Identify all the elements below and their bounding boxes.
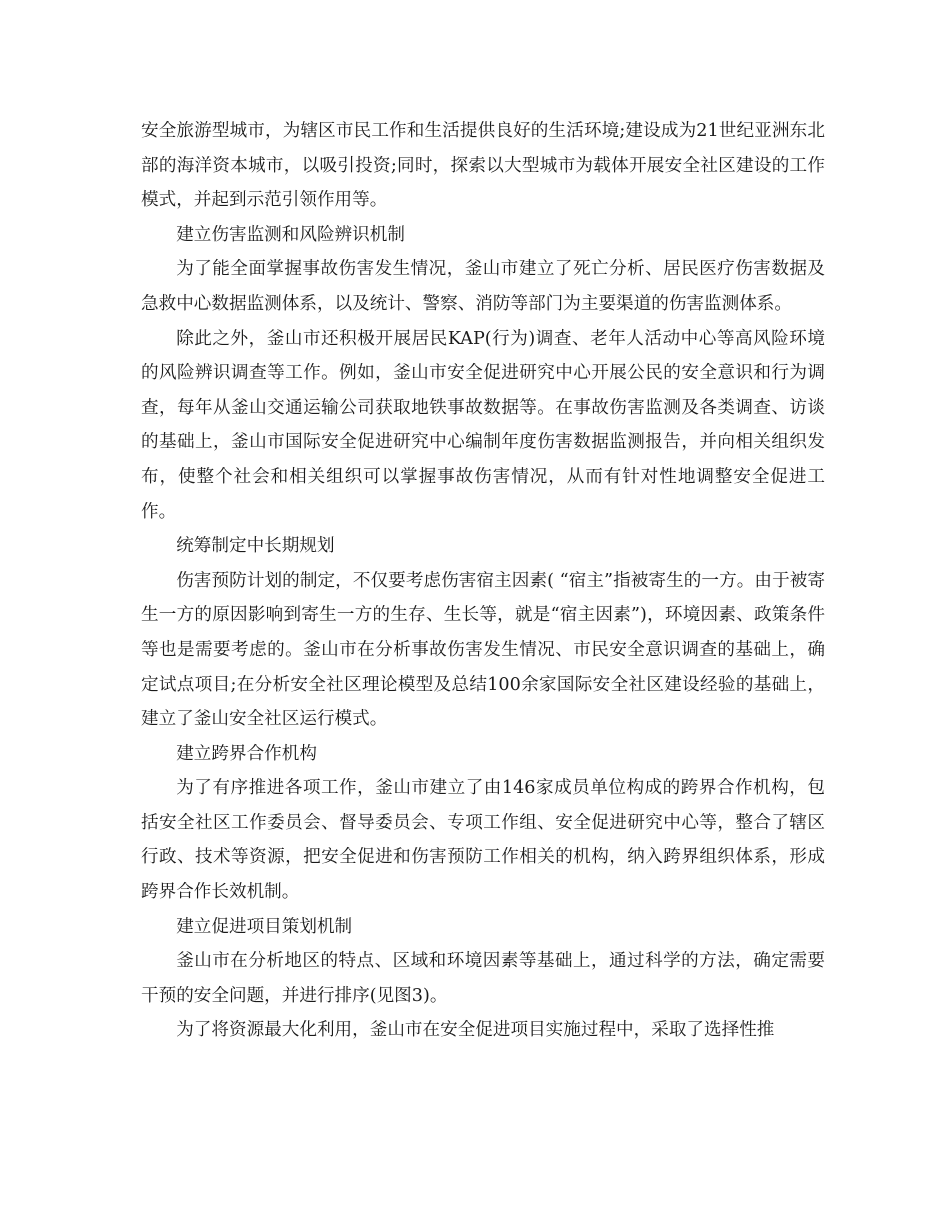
section-heading-long-term-planning: 统筹制定中长期规划 — [176, 536, 335, 557]
paragraph-cross-sector-agency: 为了有序推进各项工作，釜山市建立了由146家成员单位构成的跨界合作机构，包括安全社区工作委员会、督导委员会、专项工作组、安全促进研究中心等，整合了辖区行政、技术等资源，把安全促进和伤害预防工作相关的机构，纳入跨界组织体系，形成跨界合作长效机制。 — [141, 778, 825, 903]
section-heading-project-planning: 建立促进项目策划机制 — [176, 916, 353, 937]
document-body — [141, 114, 825, 1048]
paragraph-injury-monitoring: 为了能全面掌握事故伤害发生情况，釜山市建立了死亡分析、居民医疗伤害数据及急救中心数据监测体系，以及统计、警察、消防等部门为主要渠道的伤害监测体系。 — [141, 259, 825, 314]
paragraph-risk-identification: 除此之外，釜山市还积极开展居民KAP(行为)调查、老年人活动中心等高风险环境的风险辨识调查等工作。例如，釜山市安全促进研究中心开展公民的安全意识和行为调查，每年从釜山交通运输公司获取地铁事故数据等。在事故伤害监测及各类调查、访谈的基础上，釜山市国际安全促进研究中心编制年度伤害数据监测报告，并向相关组织发布，使整个社会和相关组织可以掌握事故伤害情况，从而有针对性地调整安全促进工作。 — [141, 328, 825, 522]
paragraph-long-term-planning: 伤害预防计划的制定，不仅要考虑伤害宿主因素( “宿主”指被寄生的一方。由于被寄生一方的原因影响到寄生一方的生存、生长等，就是“宿主因素”)，环境因素、政策条件等也是需要考虑的。釜山市在分析事故伤害发生情况、市民安全意识调查的基础上，确定试点项目;在分析安全社区理论模型及总结100余家国际安全社区建设经验的基础上，建立了釜山安全社区运行模式。 — [141, 570, 825, 730]
section-heading-cross-sector-agency: 建立跨界合作机构 — [176, 743, 317, 764]
paragraph-intro-continued: 安全旅游型城市，为辖区市民工作和生活提供良好的生活环境;建设成为21世纪亚洲东北部的海洋资本城市，以吸引投资;同时，探索以大型城市为载体开展安全社区建设的工作模式，并起到示范引领作用等。 — [141, 121, 825, 211]
paragraph-project-planning: 釜山市在分析地区的特点、区域和环境因素等基础上，通过科学的方法，确定需要干预的安全问题，并进行排序(见图3)。 — [141, 951, 825, 1006]
paragraph-resource-optimization: 为了将资源最大化利用，釜山市在安全促进项目实施过程中，采取了选择性推 — [176, 1020, 775, 1041]
section-heading-injury-monitoring: 建立伤害监测和风险辨识机制 — [176, 224, 405, 245]
